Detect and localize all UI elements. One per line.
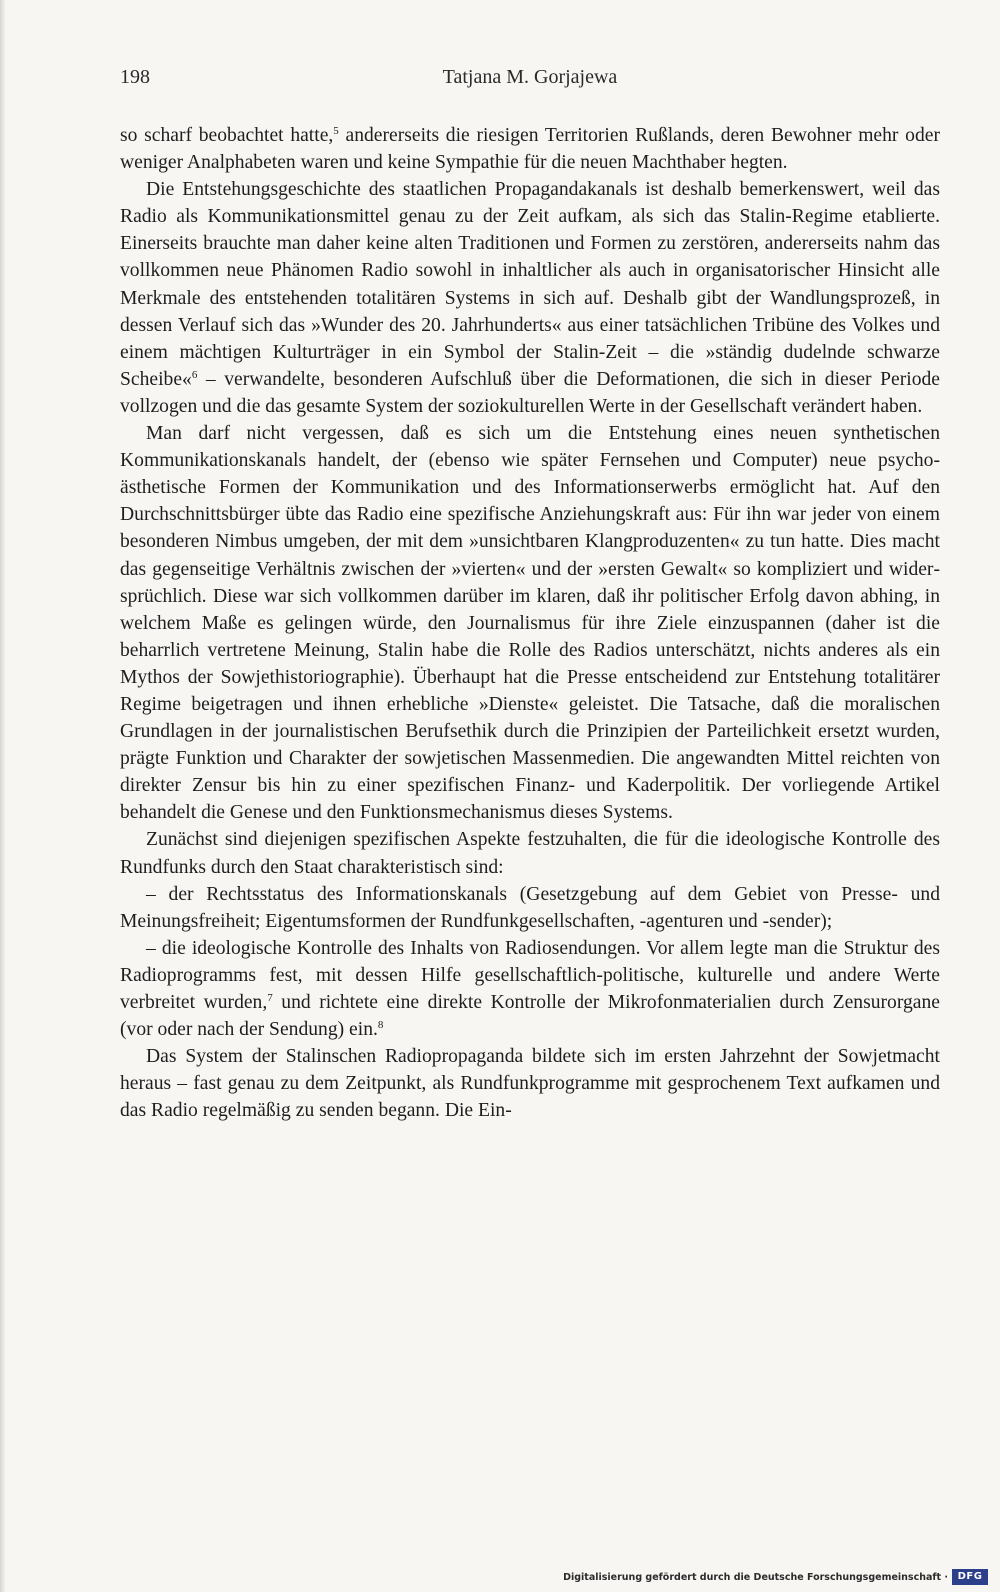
paragraph-2	[120, 176, 940, 420]
footnote-ref-6: 6	[191, 368, 198, 381]
footnote-ref-8: 8	[377, 1019, 384, 1032]
list-item-1-text: – der Rechtsstatus des Informationskanals (Gesetzgebung auf dem Gebiet von Presse- und Meinungsfreiheit; Eigentumsformen der Rundfunkgesellschaften, -agenturen und -sender);	[120, 883, 940, 932]
footnote-ref-7: 7	[267, 992, 273, 1004]
paragraph-3	[120, 420, 940, 826]
page-number: 198	[120, 66, 150, 88]
page-header	[120, 66, 940, 96]
paragraph-1-text: so scharf beobachtet hatte,	[120, 125, 334, 146]
list-item-2-continued: und richtete eine direkte Kontrolle der Mikrofonmaterialien durch Zensurorgane (vor oder nach der Sendung) ein.	[120, 992, 941, 1041]
paragraph-4-text: Zunächst sind diejenigen spezifischen Aspekte festzuhalten, die für die ideologische Kontrolle des Rundfunks durch den Staat charakteristisch sind:	[120, 829, 940, 878]
list-item-2-text: – die ideologische Kontrolle des Inhalts von Radiosendungen. Vor allem legte man die Struktur des Radioprogramms fest, mit dessen Hilfe gesellschaftlich-politische, kulturelle und andere Werte verbreitet wurden,	[120, 937, 940, 1013]
list-item-1	[120, 881, 940, 935]
footnote-ref-5: 5	[333, 125, 339, 137]
paragraph-2-text: Die Entstehungsgeschichte des staatlichen Propagandakanals ist deshalb bemerkenswert, weil das Radio als Kommunikationsmittel genau zu der Zeit aufkam, als sich das Stalin-Regime etablierte. Einerseits brauchte man daher keine alten Traditionen und Formen zu zerstören, andererseits nahm das vollkommen neue Phänomen Radio sowohl in inhaltlicher als auch in organisatorischer Hinsicht alle Merkmale des entstehenden totalitären Systems in sich auf. Deshalb gibt der Wandlungsprozeß, in dessen Verlauf sich das »Wunder des 20. Jahrhunderts« aus einer tatsächlichen Tribüne des Volkes und einem mächtigen Kulturträger in ein Symbol der Stalin-Zeit – die »ständig dudelnde schwarze Scheibe«	[120, 179, 940, 390]
paragraph-1-continued: andererseits die riesigen Territorien Rußlands, deren Bewohner mehr oder weniger Analphabeten waren und keine Sympathie für die neuen Machthaber hegten.	[120, 125, 940, 174]
paragraph-5	[120, 1043, 940, 1124]
digitization-credit: Digitalisierung gefördert durch die Deutsche Forschungsgemeinschaft ·	[563, 1572, 948, 1583]
paragraph-1	[120, 122, 940, 176]
body-text	[120, 122, 940, 1124]
paragraph-3-text: Man darf nicht vergessen, daß es sich um die Entstehung eines neuen synthetischen Kommunikationskanals handelt, der (ebenso wie später Fernsehen und Computer) neue psycho-ästhetische Formen der Kommunikation und des Informationserwerbs ermöglicht hat. Auf den Durchschnittsbürger übte das Radio eine spezifische Anziehungskraft aus: Für ihn war jeder von einem besonderen Nimbus umgeben, der mit dem »unsichtbaren Klangproduzenten« zu tun hatte. Dies macht das gegenseitige Verhältnis zwischen der »vierten« und der »ersten Gewalt« so kompliziert und widersprüchlich. Diese war sich vollkommen darüber im klaren, daß ihr politischer Erfolg davon abhing, in welchem Maße es gelingen würde, den Journalismus für ihre Ziele einzuspannen (daher ist die beharrlich vertretene Meinung, Stalin habe die Rolle des Radios unterschätzt, nichts anderes als ein Mythos der Sowjethistoriographie). Überhaupt hat die Presse entscheidend zur Entstehung totalitärer Regime beigetragen und ihnen erhebliche »Dienste« geleistet. Die Tatsache, daß die moralischen Grundlagen in der journalistischen Berufsethik durch die Prinzipien der Parteilichkeit ersetzt wurden, prägte Funktion und Charakter der sowjetischen Massenmedien. Die angewandten Mittel reichten von direkter Zensur bis hin zu einer spezifischen Finanz- und Kaderpolitik. Der vorliegende Artikel behandelt die Genese und den Funktionsmechanismus dieses Systems.	[120, 423, 940, 824]
paragraph-4	[120, 826, 940, 880]
page-edge-shadow	[0, 0, 6, 1592]
dfg-logo: DFG	[952, 1569, 988, 1585]
paragraph-5-text: Das System der Stalinschen Radiopropaganda bildete sich im ersten Jahrzehnt der Sowjetmacht heraus – fast genau zu dem Zeitpunkt, als Rundfunkprogramme mit gesprochenem Text aufkamen und das Radio regelmäßig zu senden begann. Die Ein-	[120, 1046, 940, 1122]
list-item-2	[120, 935, 940, 1043]
running-head: Tatjana M. Gorjajewa	[442, 66, 618, 88]
paragraph-2-continued: – verwandelte, besonderen Aufschluß über die Deformationen, die sich in dieser Periode vollzogen und die das gesamte System der soziokulturellen Werte in der Gesellschaft verändert haben.	[120, 368, 940, 417]
